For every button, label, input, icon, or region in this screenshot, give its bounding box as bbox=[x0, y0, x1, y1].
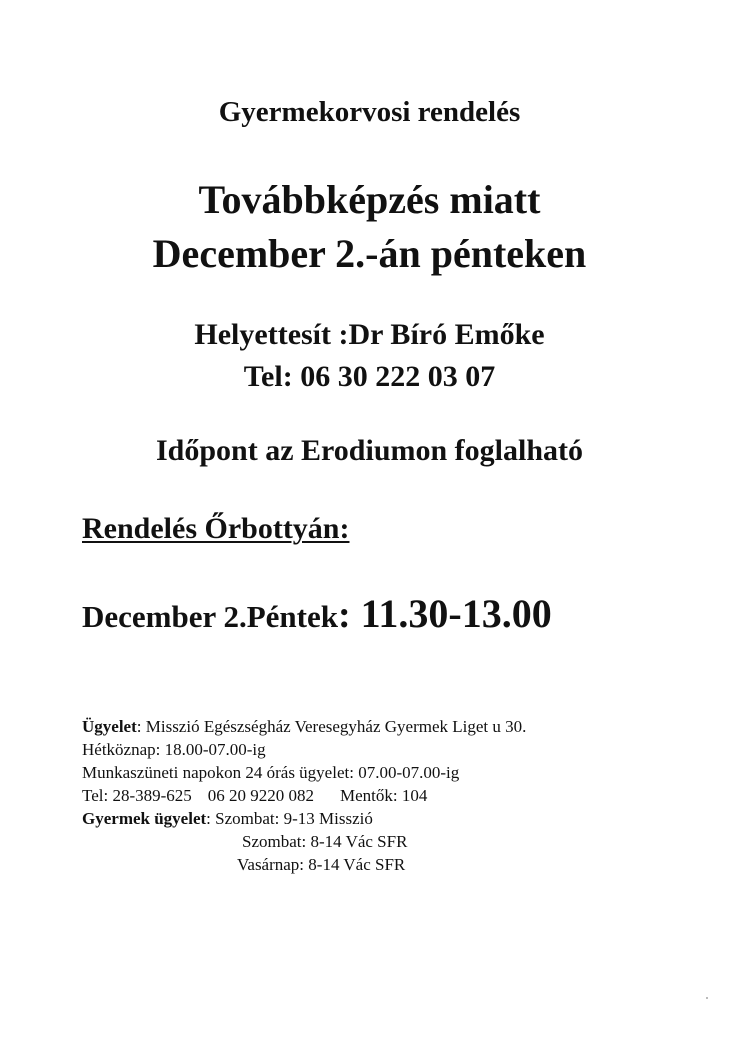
duty-line-phones bbox=[82, 786, 427, 806]
child-duty-line-sunday-vac: Vasárnap: 8-14 Vác SFR bbox=[237, 855, 406, 874]
notice-title-line-2: December 2.-án pénteken bbox=[152, 231, 587, 276]
office-hours-colon: : bbox=[337, 594, 351, 636]
child-duty-line-saturday-vac: Szombat: 8-14 Vác SFR bbox=[242, 832, 408, 851]
scan-speck bbox=[706, 997, 708, 999]
office-hours-day: December 2.Péntek bbox=[82, 599, 338, 634]
duty-location-text: : Misszió Egészségház Veresegyház Gyermek Liget u 30. bbox=[136, 717, 527, 736]
duty-line-weekday: Hétköznap: 18.00-07.00-ig bbox=[82, 740, 266, 759]
duty-phone: Tel: 28-389-625 bbox=[82, 786, 192, 805]
child-duty-label: Gyermek ügyelet bbox=[82, 809, 207, 828]
substitute-phone: Tel: 06 30 222 03 07 bbox=[243, 360, 496, 393]
notice-heading: Gyermekorvosi rendelés bbox=[218, 96, 521, 128]
office-heading: Rendelés Őrbottyán: bbox=[82, 512, 350, 545]
notice-title-line-1: Továbbképzés miatt bbox=[198, 177, 541, 222]
duty-line-location bbox=[82, 717, 526, 737]
substitute-doctor: Helyettesít :Dr Bíró Emőke bbox=[194, 318, 545, 351]
duty-label: Ügyelet bbox=[82, 717, 137, 736]
booking-info: Időpont az Erodiumon foglalható bbox=[155, 434, 584, 467]
child-duty-saturday-misszio: : Szombat: 9-13 Misszió bbox=[206, 809, 373, 828]
duty-mobile: 06 20 9220 082 bbox=[207, 786, 315, 805]
ambulance-phone: Mentők: 104 bbox=[340, 786, 428, 805]
office-hours-line bbox=[82, 590, 552, 637]
office-hours-time: 11.30-13.00 bbox=[350, 591, 552, 636]
duty-line-holiday: Munkaszüneti napokon 24 órás ügyelet: 07.00-07.00-ig bbox=[82, 763, 460, 782]
child-duty-line-saturday bbox=[82, 809, 373, 829]
